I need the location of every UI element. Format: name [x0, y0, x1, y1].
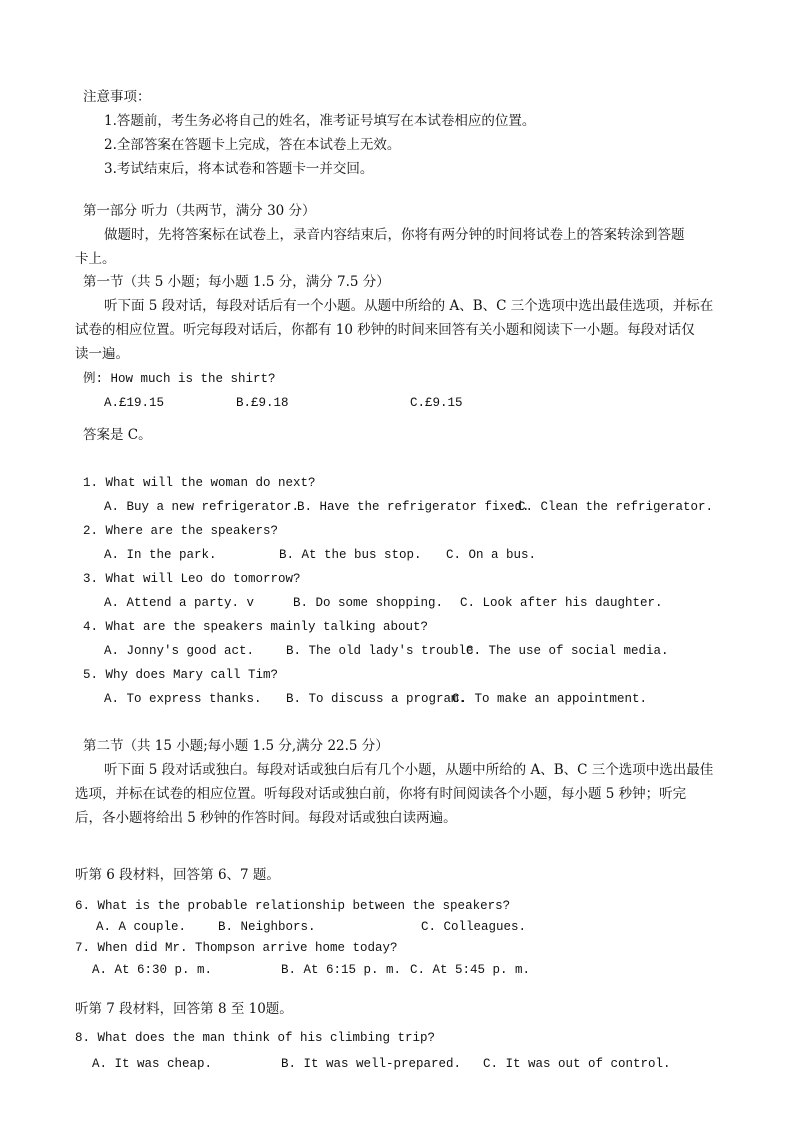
notes-item-3: 3.考试结束后，将本试卷和答题卡一并交回。 [104, 161, 374, 177]
question-3-option-c: C. Look after his daughter. [460, 596, 663, 610]
question-7-option-b: B. At 6:15 p. m. [281, 963, 402, 977]
example-question: 例: How much is the shirt? [83, 372, 276, 386]
material-6-title: 听第 6 段材料，回答第 6、7 题。 [75, 867, 280, 883]
example-answer: 答案是 C。 [83, 427, 152, 443]
question-2-option-c: C. On a bus. [446, 548, 537, 562]
part1-instruction-line-2: 卡上。 [75, 251, 116, 267]
example-option-a: A.£19.15 [104, 396, 165, 410]
notes-item-2: 2.全部答案在答题卡上完成，答在本试卷上无效。 [104, 137, 401, 153]
question-3: 3. What will Leo do tomorrow? [83, 572, 301, 586]
question-6-option-b: B. Neighbors. [218, 920, 316, 934]
question-4-option-a: A. Jonny's good act. [104, 644, 255, 658]
question-4-option-c: C. The use of social media. [466, 644, 669, 658]
question-1-option-a: A. Buy a new refrigerator. [104, 500, 300, 514]
question-7: 7. When did Mr. Thompson arrive home today? [75, 941, 398, 955]
section1-instruction-line-1: 听下面 5 段对话，每段对话后有一个小题。从题中所给的 A、B、C 三个选项中选出最佳选项，并标在 [104, 298, 714, 314]
question-8-option-a: A. It was cheap. [92, 1057, 213, 1071]
part1-title: 第一部分 听力（共两节，满分 30 分） [83, 203, 316, 219]
question-8-option-c: C. It was out of control. [483, 1057, 671, 1071]
question-2-option-b: B. At the bus stop. [279, 548, 422, 562]
question-4-option-b: B. The old lady's trouble. [286, 644, 482, 658]
part1-instruction-line-1: 做题时，先将答案标在试卷上，录音内容结束后，你将有两分钟的时间将试卷上的答案转涂到答题 [104, 227, 685, 243]
question-1-option-c: C. Clean the refrigerator. [518, 500, 714, 514]
question-3-option-a: A. Attend a party. v [104, 596, 255, 610]
section1-instruction-line-3: 读一遍。 [75, 346, 129, 362]
question-2: 2. Where are the speakers? [83, 524, 279, 538]
section2-instruction-line-1: 听下面 5 段对话或独白。每段对话或独白后有几个小题，从题中所给的 A、B、C 三个选项中选出最佳 [104, 762, 714, 778]
question-5-option-b: B. To discuss a program. [286, 692, 467, 706]
section1-instruction-line-2: 试卷的相应位置。听完每段对话后，你都有 10 秒钟的时间来回答有关小题和阅读下一小题。每段对话仅 [75, 322, 695, 338]
question-3-option-b: B. Do some shopping. [293, 596, 444, 610]
question-5-option-c: C. To make an appointment. [452, 692, 648, 706]
notes-item-1: 1.答题前，考生务必将自己的姓名，准考证号填写在本试卷相应的位置。 [104, 113, 536, 129]
example-option-c: C.£9.15 [410, 396, 463, 410]
question-5: 5. Why does Mary call Tim? [83, 668, 279, 682]
question-6: 6. What is the probable relationship between the speakers? [75, 899, 511, 913]
question-7-option-a: A. At 6:30 p. m. [92, 963, 213, 977]
question-8: 8. What does the man think of his climbing trip? [75, 1031, 436, 1045]
example-option-b: B.£9.18 [236, 396, 289, 410]
question-7-option-c: C. At 5:45 p. m. [410, 963, 531, 977]
question-8-option-b: B. It was well-prepared. [281, 1057, 462, 1071]
question-1-option-b: B. Have the refrigerator fixed. [297, 500, 530, 514]
section1-title: 第一节（共 5 小题；每小题 1.5 分，满分 7.5 分） [83, 274, 390, 290]
question-4: 4. What are the speakers mainly talking about? [83, 620, 429, 634]
question-6-option-a: A. A couple. [96, 920, 187, 934]
section2-title: 第二节（共 15 小题;每小题 1.5 分,满分 22.5 分） [83, 738, 389, 754]
question-6-option-c: C. Colleagues. [421, 920, 527, 934]
notes-title: 注意事项： [83, 89, 151, 105]
question-2-option-a: A. In the park. [104, 548, 217, 562]
question-5-option-a: A. To express thanks. [104, 692, 262, 706]
question-1: 1. What will the woman do next? [83, 476, 316, 490]
section2-instruction-line-2: 选项，并标在试卷的相应位置。听每段对话或独白前，你将有时间阅读各个小题，每小题 5 秒钟；听完 [75, 786, 687, 802]
material-7-title: 听第 7 段材料，回答第 8 至 10题。 [75, 1001, 293, 1017]
section2-instruction-line-3: 后，各小题将给出 5 秒钟的作答时间。每段对话或独白读两遍。 [75, 810, 457, 826]
